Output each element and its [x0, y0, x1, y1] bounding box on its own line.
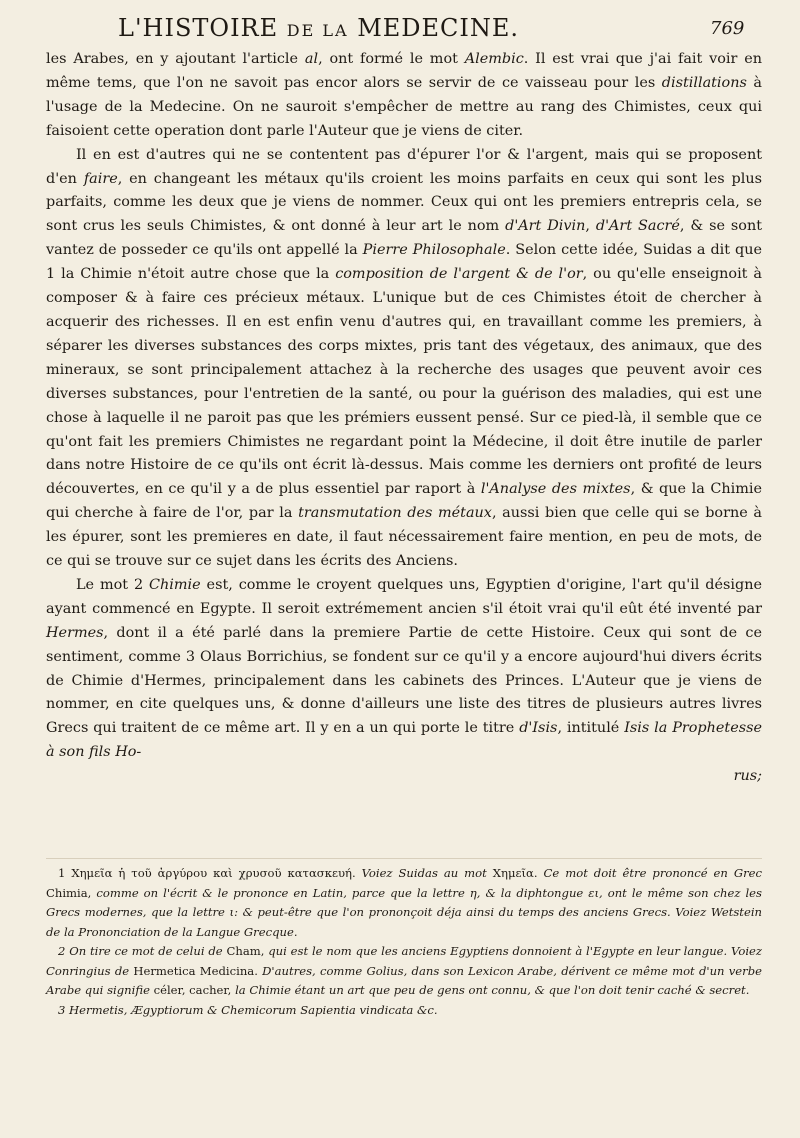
footnotes [46, 864, 762, 1020]
main-text [46, 48, 762, 789]
footnote-3: 3 Hermetis, Ægyptiorum & Chemicorum Sapientia vindicata &c. [58, 1002, 438, 1017]
footnote-2: 2 On tire ce mot de celui de Cham, qui est le nom que les anciens Egyptiens donnoient à l'Egypte en leur langue. Voiez Conringius de Hermetica Medicina. D'autres, comme Golius, dans son Lexicon Arabe, dérivent ce même mot d'un verbe Arabe qui signifie céler, cacher, la Chimie étant un art que peu de gens ont connu, & que l'on doit tenir caché & secret. [46, 944, 762, 997]
page-number: 769 [710, 18, 745, 39]
paragraph-2: Il en est d'autres qui ne se contentent pas d'épurer l'or & l'argent, mais qui se proposent d'en faire, en changeant les métaux qu'ils croient les moins parfaits en ceux qui sont les plus parfaits, comme les deux que je viens de nommer. Ceux qui ont les premiers entrepris cela, se sont crus les seuls Chimistes, & ont donné à leur art le nom d'Art Divin, d'Art Sacré, & se sont vantez de posseder ce qu'ils ont appellé la Pierre Philosophale. Selon cette idée, Suidas a dit que 1 la Chimie n'étoit autre chose que la composition de l'argent & de l'or, ou qu'elle enseignoit à composer & à faire ces précieux métaux. L'unique but de ces Chimistes étoit de chercher à acquerir des richesses. Il en est enfin venu d'autres qui, en travaillant comme les premiers, à séparer les diverses substances des corps mixtes, pris tant des végetaux, des animaux, que des mineraux, se sont principalement attachez à la recherche des usages que peuvent avoir ces diverses substances, pour l'entretien de la santé, ou pour la guérison des maladies, qui est une chose à laquelle il ne paroit pas que les prémiers eussent pensé. Sur ce pied-là, il semble que ce qu'ont fait les premiers Chimistes ne regardant point la Médecine, il doit être inutile de parler dans notre Histoire de ce qu'ils ont écrit là-dessus. Mais comme les derniers ont profité de leurs découvertes, en ce qu'il y a de plus essentiel par raport à l'Analyse des mixtes, & que la Chimie qui cherche à faire de l'or, par la transmutation des métaux, aussi bien que celle qui se borne à les épurer, sont les premieres en date, il faut nécessairement faire mention, en peu de mots, de ce qui se trouve sur ce sujet dans les écrits des Anciens. [46, 146, 763, 570]
paragraph-1: les Arabes, en y ajoutant l'article al, ont formé le mot Alembic. Il est vrai que j'ai fait voir en même tems, que l'on ne savoit pas encor alors se servir de ce vaisseau pour les distillations à l'usage de la Medecine. On ne sauroit s'empêcher de mettre au rang des Chimistes, ceux qui faisoient cette operation dont parle l'Auteur que je viens de citer. [46, 51, 763, 139]
footnote-1: 1 Χημεῖα ἡ τοῦ ἀργύρου καὶ χρυσοῦ κατασκευή. Voiez Suidas au mot Χημεῖα. Ce mot doit être prononcé en Grec Chimia, comme on l'écrit & le prononce en Latin, parce que la lettre η, & la diphtongue ει, ont le même son chez les Grecs modernes, que la lettre ι: & peut-être que l'on prononçoit déja ainsi du temps des anciens Grecs. Voiez Wetstein de la Prononciation de la Langue Grecque. [46, 866, 762, 939]
title-small-caps: DE LA [286, 21, 349, 40]
paragraph-3: Le mot 2 Chimie est, comme le croyent quelques uns, Egyptien d'origine, l'art qu'il désigne ayant commencé en Egypte. Il seroit extrémement ancien s'il étoit vrai qu'il eût été inventé par Hermes, dont il a été parlé dans la premiere Partie de cette Histoire. Ceux qui sont de ce sentiment, comme 3 Olaus Borrichius, se fondent sur ce qu'il y a encore aujourd'hui divers écrits de Chimie d'Hermes, principalement dans les cabinets des Princes. L'Auteur que je viens de nommer, en cite quelques uns, & donne d'ailleurs une liste des titres de plusieurs autres livres Grecs qui traitent de ce même art. Il y en a un qui porte le titre d'Isis, intitulé Isis la Prophetesse à son fils Ho- rus; [46, 574, 762, 789]
title-part-1: L'HISTOIRE [118, 14, 279, 42]
running-head [0, 0, 800, 50]
footnote-rule [46, 858, 762, 859]
title-part-2: MEDECINE. [357, 14, 520, 42]
running-title [118, 14, 519, 42]
catchword: rus; [733, 768, 762, 785]
